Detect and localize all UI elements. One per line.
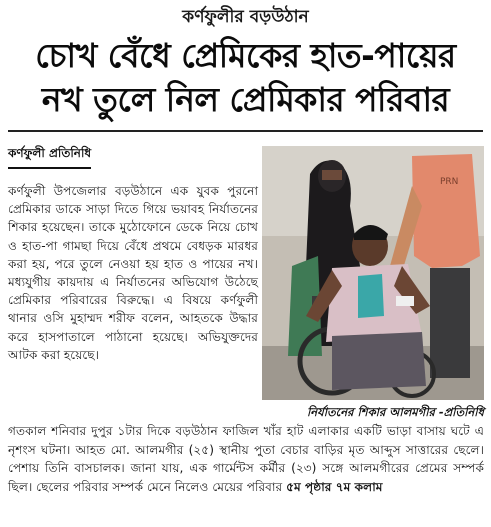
byline: কর্ণফুলী প্রতিনিধি bbox=[8, 145, 91, 169]
shirt-print: PRN bbox=[440, 177, 459, 187]
photo-illustration bbox=[262, 146, 484, 400]
body-column-text: কর্ণফুলী উপজেলার বড়উঠানে এক যুবক পুরনো প্রেমিকার ডাকে সাড়া দিতে গিয়ে ভয়াবহ নির্যাতনের শিকার হয়েছেন। তাকে মুঠোফোনে ডেকে নিয়ে চোখ ও হাত-পা গামছা দিয়ে বেঁধে প্রথমে বেধড়ক মারধর করা হয়, পরে তুলে নেওয়া হয় হাত ও পায়ের নখ। মধ্যযুগীয় কায়দায় এ নির্যাতনের অভিযোগ উঠেছে প্রেমিকার পরিবারের বিরুদ্ধে। এ বিষয়ে কর্ণফুলী থানার ওসি মুহাম্মদ শরীফ বলেন, আহতকে উদ্ধার করে হাসপাতালে পাঠানো হয়েছে। অভিযুক্তদের আটক করা হয়েছে। bbox=[8, 184, 258, 362]
photo-caption: নির্যাতনের শিকার আলমগীর -প্রতিনিধি bbox=[306, 405, 484, 419]
headline bbox=[6, 34, 485, 122]
continuation-jump[interactable]: ৫ম পৃষ্ঠার ৭ম কলাম bbox=[286, 479, 383, 494]
body-full-width bbox=[8, 422, 484, 496]
headline-line-1: চোখ বেঁধে প্রেমিকের হাত-পায়ের bbox=[35, 36, 456, 75]
kicker: কর্ণফুলীর বড়উঠান bbox=[182, 7, 309, 27]
headline-line-2: নখ তুলে নিল প্রেমিকার পরিবার bbox=[41, 80, 450, 119]
headline-rule bbox=[8, 130, 483, 132]
body-full-text: গতকাল শনিবার দুপুর ১টার দিকে বড়উঠান ফাজিল খাঁর হাট এলাকার একটি ভাড়া বাসায় ঘটে এ নৃশংস ঘটনা। আহত মো. আলমগীর (২৫) স্থানীয় পুতা বেচার বাড়ির মৃত আব্দুস সাত্তারের ছেলে। পেশায় তিনি বাসচালক। জানা যায়, এক গার্মেন্টস কর্মীর (২৩) সঙ্গে আলমগীরের প্রেমের সম্পর্ক ছিল। ছেলের পরিবার সম্পর্ক মেনে নিলেও মেয়ের পরিবার bbox=[8, 424, 484, 494]
news-photo bbox=[262, 146, 484, 400]
